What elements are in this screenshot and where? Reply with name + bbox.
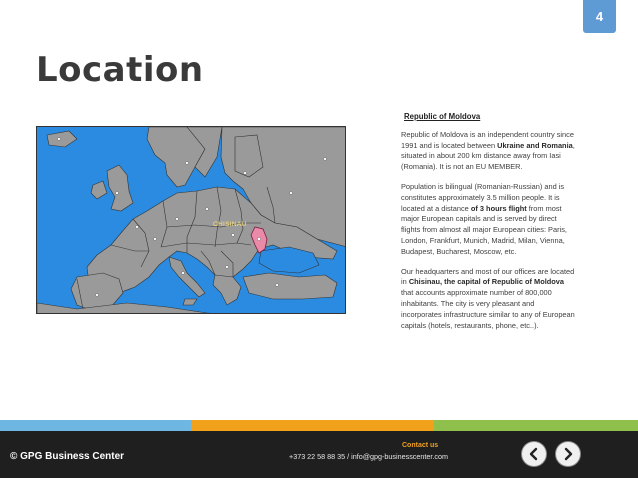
europe-map xyxy=(36,126,346,314)
color-stripe xyxy=(0,420,638,431)
paragraph-population: Population is bilingual (Romanian-Russian) and is constitutes approximately 3.5 million people. It is located at a distance of 3 hours flight from most major European capitals and is served by direct flights from almost all major European cities: Paris, London, Frankfurt, Munich, Madrid, Milan, Vienna, Budapest, Bucharest, Moscow, etc. xyxy=(401,181,567,256)
contact-title: Contact us xyxy=(402,442,439,449)
moldova-description xyxy=(401,112,577,340)
europe-map-graphic xyxy=(37,127,346,314)
paragraph-headquarters: Our headquarters and most of our offices are located in Chisinau, the capital of Republic of Moldova that accounts approximate number of 800,000 inhabitants. The city is very pleasant and incorporates infrastructure similar to any of European capitals (hotels, restaurants, phone, etc..). xyxy=(401,266,575,330)
brand-copyright: © GPG Business Center xyxy=(10,451,125,462)
page-number-badge: 4 xyxy=(583,0,616,33)
previous-slide-button[interactable] xyxy=(522,442,546,466)
contact-details: +373 22 58 88 35 / info@gpg-businesscenter.com xyxy=(289,452,448,461)
page-title: Location xyxy=(36,50,204,90)
chisinau-label: CHISINAU xyxy=(213,221,247,228)
footer-bar xyxy=(0,431,638,478)
section-heading: Republic of Moldova xyxy=(404,112,481,121)
chevron-left-icon xyxy=(527,447,541,461)
next-slide-button[interactable] xyxy=(556,442,580,466)
chevron-right-icon xyxy=(561,447,575,461)
paragraph-overview: Republic of Moldova is an independent country since 1991 and is located between Ukraine and Romania, situated in about 200 km distance away from Iasi (Romania). It is not an EU MEMBER. xyxy=(401,129,575,172)
